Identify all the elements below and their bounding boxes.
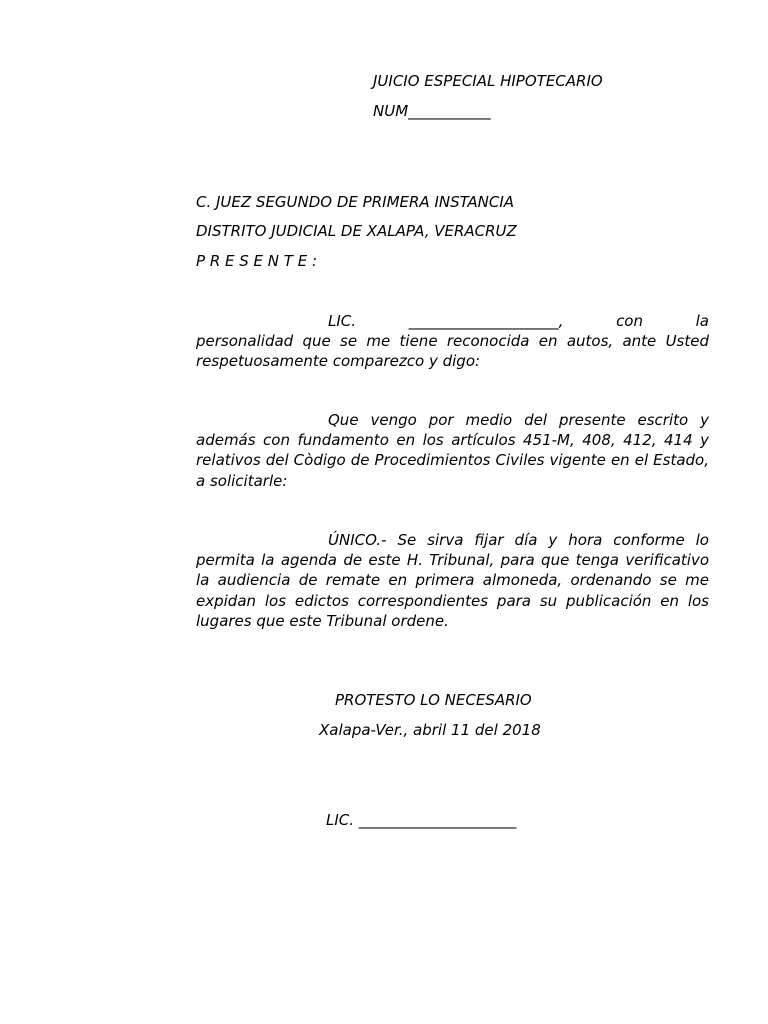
intro-lic: LIC. [328, 312, 357, 330]
signature-line: LIC. _____________________ [326, 811, 517, 829]
intro-first-line [196, 311, 709, 331]
intro-paragraph: personalidad que se me tiene reconocida en autos, ante Usted respetuosamente comparezco y digo: [196, 332, 709, 371]
body-paragraph-request-text: Que vengo por medio del presente escrito y además con fundamento en los artículos 451-M, 408, 412, 414 y relativos del Còdigo de Procedimientos Civiles vigente en el Estado, a solicitarle: [196, 411, 709, 490]
closing-protesto: PROTESTO LO NECESARIO [335, 691, 532, 709]
closing-place-date: Xalapa-Ver., abril 11 del 2018 [319, 721, 541, 739]
addressee-presente: P R E S E N T E : [196, 252, 318, 270]
body-paragraph-unico [196, 530, 709, 631]
intro-con: con [616, 312, 643, 330]
body-paragraph-request [196, 410, 709, 491]
case-number: NUM___________ [373, 102, 491, 120]
intro-name-blank: ____________________, [408, 312, 564, 330]
addressee-judge: C. JUEZ SEGUNDO DE PRIMERA INSTANCIA [196, 193, 515, 211]
intro-la: la [695, 312, 709, 330]
case-title: JUICIO ESPECIAL HIPOTECARIO [373, 72, 603, 90]
body-paragraph-unico-text: ÚNICO.- Se sirva fijar día y hora conforme lo permita la agenda de este H. Tribunal, para que tenga verificativo la audiencia de remate en primera almoneda, ordenando se me expidan los edictos correspondientes para su publicación en los lugares que este Tribunal ordene. [196, 531, 709, 630]
addressee-district: DISTRITO JUDICIAL DE XALAPA, VERACRUZ [196, 222, 517, 240]
